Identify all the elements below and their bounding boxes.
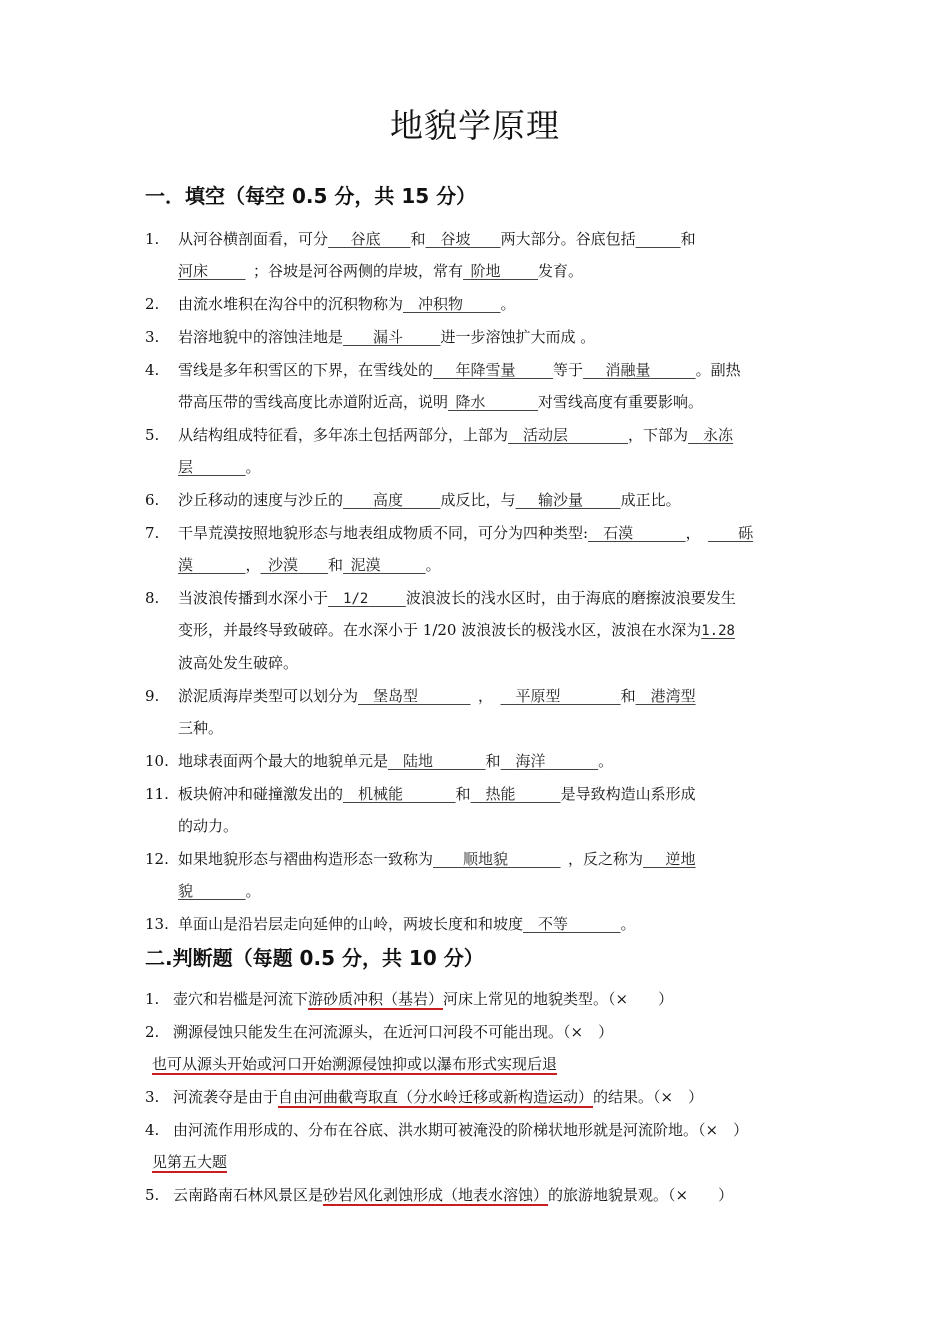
question-number: 2. bbox=[145, 1023, 160, 1041]
red-correction: 游砂质冲积（基岩） bbox=[308, 990, 444, 1008]
question-3: 岩溶地貌中的溶蚀洼地是 漏斗 进一步溶蚀扩大而成 。 bbox=[178, 328, 596, 346]
question-number: 13. bbox=[145, 915, 169, 933]
question-11-line-2: 的动力。 bbox=[178, 817, 239, 835]
judgement-5: 云南路南石林风景区是砂岩风化剥蚀形成（地表水溶蚀）的旅游地貌景观。（× ） bbox=[173, 1186, 734, 1204]
question-13: 单面山是沿岩层走向延伸的山岭，两坡长度和和坡度 不等 。 bbox=[178, 915, 636, 933]
section-heading-fill-in: 一．填空（每空 0.5 分，共 15 分） bbox=[145, 184, 477, 208]
question-number: 5. bbox=[145, 426, 160, 444]
judgement-2-note bbox=[152, 1053, 557, 1075]
question-number: 11. bbox=[145, 785, 169, 803]
question-7-line-1: 干旱荒漠按照地貌形态与地表组成物质不同，可分为四种类型: 石漠 ， 砾 bbox=[178, 524, 754, 542]
question-number: 6. bbox=[145, 491, 160, 509]
question-number: 2. bbox=[145, 295, 160, 313]
question-number: 5. bbox=[145, 1186, 160, 1204]
judgement-1: 壶穴和岩槛是河流下游砂质冲积（基岩）河床上常见的地貌类型。（× ） bbox=[173, 990, 674, 1008]
judgement-4: 由河流作用形成的、分布在谷底、洪水期可被淹没的阶梯状地形就是河流阶地。（× ） bbox=[173, 1121, 749, 1139]
question-number: 1. bbox=[145, 230, 160, 248]
question-1-line-2: 河床 ；谷坡是河谷两侧的岸坡，常有 阶地 发育。 bbox=[178, 262, 584, 280]
question-4-line-1: 雪线是多年积雪区的下界，在雪线处的 年降雪量 等于 消融量 。副热 bbox=[178, 361, 741, 379]
question-number: 7. bbox=[145, 524, 160, 542]
question-number: 10. bbox=[145, 752, 169, 770]
question-number: 12. bbox=[145, 850, 169, 868]
question-number: 9. bbox=[145, 687, 160, 705]
red-correction: 见第五大题 bbox=[152, 1153, 228, 1171]
judgement-2: 溯源侵蚀只能发生在河流源头，在近河口河段不可能出现。（× ） bbox=[173, 1023, 614, 1041]
question-number: 3. bbox=[145, 1088, 160, 1106]
red-correction: 自由河曲截弯取直（分水岭迁移或新构造运动） bbox=[278, 1088, 594, 1106]
question-number: 3. bbox=[145, 328, 160, 346]
question-8-line-3: 波高处发生破碎。 bbox=[178, 654, 299, 672]
question-9-line-2: 三种。 bbox=[178, 719, 224, 737]
question-5-line-2: 层 。 bbox=[178, 458, 261, 476]
question-4-line-2: 带高压带的雪线高度比赤道附近高，说明 降水 对雪线高度有重要影响。 bbox=[178, 393, 704, 411]
question-9-line-1: 淤泥质海岸类型可以划分为 堡岛型 ， 平原型 和 港湾型 bbox=[178, 687, 696, 705]
judgement-3: 河流袭夺是由于自由河曲截弯取直（分水岭迁移或新构造运动）的结果。（× ） bbox=[173, 1088, 704, 1106]
red-correction: 砂岩风化剥蚀形成（地表水溶蚀） bbox=[323, 1186, 549, 1204]
question-12-line-1: 如果地貌形态与褶曲构造形态一致称为 顺地貌 ，反之称为 逆地 bbox=[178, 850, 696, 868]
question-2: 由流水堆积在沟谷中的沉积物称为 冲积物 。 bbox=[178, 295, 516, 313]
question-number: 4. bbox=[145, 361, 160, 379]
question-number: 8. bbox=[145, 589, 160, 607]
question-number: 1. bbox=[145, 990, 160, 1008]
red-correction: 也可从源头开始或河口开始溯源侵蚀抑或以瀑布形式实现后退 bbox=[152, 1055, 558, 1073]
question-12-line-2: 貌 。 bbox=[178, 882, 261, 900]
question-11-line-1: 板块俯冲和碰撞激发出的 机械能 和 热能 是导致构造山系形成 bbox=[178, 785, 696, 803]
section-heading-true-false: 二.判断题（每题 0.5 分，共 10 分） bbox=[145, 946, 484, 970]
question-8-line-2: 变形，并最终导致破碎。在水深小于 1/20 波浪波长的极浅水区，波浪在水深为1.28 bbox=[178, 621, 735, 639]
page-title: 地貌学原理 bbox=[390, 106, 560, 145]
question-7-line-2: 漠 ， 沙漠 和 泥漠 。 bbox=[178, 556, 441, 574]
question-1-line-1: 从河谷横剖面看，可分 谷底 和 谷坡 两大部分。谷底包括 和 bbox=[178, 230, 696, 248]
question-6: 沙丘移动的速度与沙丘的 高度 成反比，与 输沙量 成正比。 bbox=[178, 491, 681, 509]
question-5-line-1: 从结构组成特征看，多年冻土包括两部分，上部为 活动层 ，下部为 永冻 bbox=[178, 426, 734, 444]
question-number: 4. bbox=[145, 1121, 160, 1139]
question-10: 地球表面两个最大的地貌单元是 陆地 和 海洋 。 bbox=[178, 752, 614, 770]
question-8-line-1: 当波浪传播到水深小于 1/2 波浪波长的浅水区时，由于海底的磨擦波浪要发生 bbox=[178, 589, 736, 607]
judgement-4-note bbox=[152, 1151, 227, 1173]
